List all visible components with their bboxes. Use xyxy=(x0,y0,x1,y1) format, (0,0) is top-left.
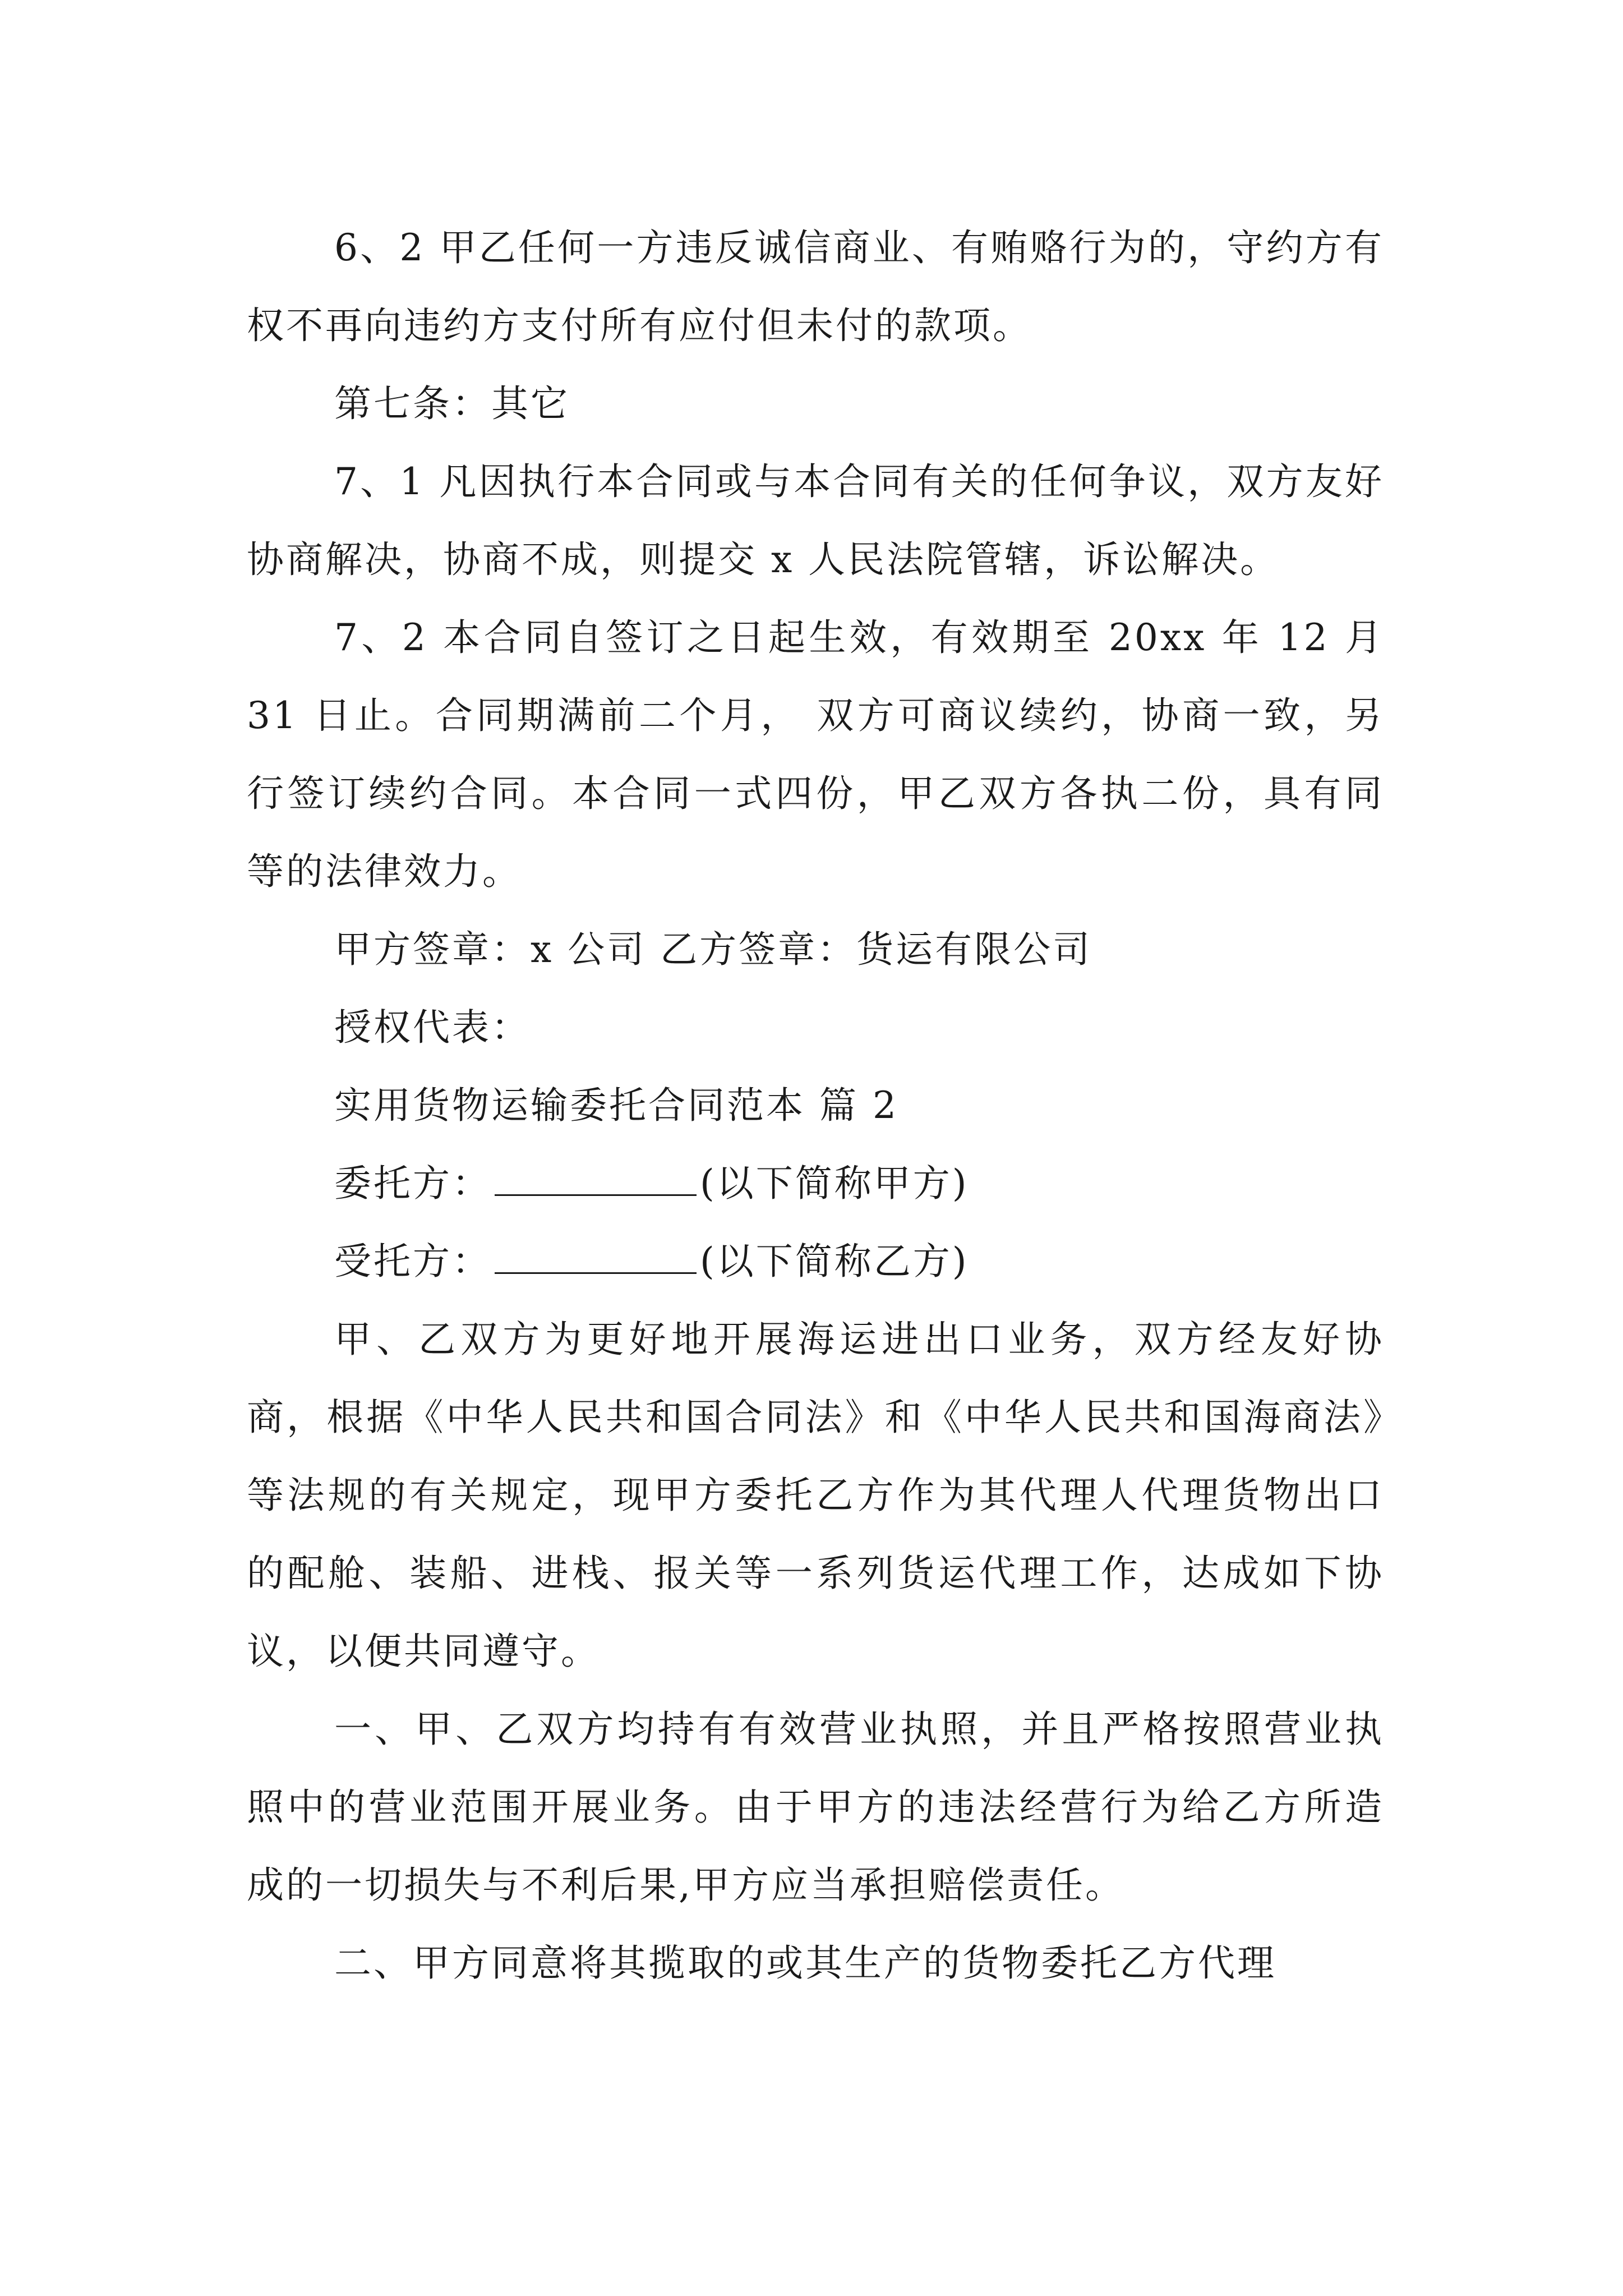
document-body xyxy=(247,209,1384,2002)
article-7-heading: 第七条：其它 xyxy=(334,382,570,425)
clause-two: 二、甲方同意将其揽取的或其生产的货物委托乙方代理 xyxy=(334,1941,1276,1985)
clause-7-2: 7、2 本合同自签订之日起生效，有效期至 20xx 年 12 月 31 日止。合同期满前二个月， 双方可商议续约，协商一致，另行签订续约合同。本合同一式四份，甲乙双方各执二份，具有同等的法律效力。 xyxy=(247,616,1384,893)
preamble-paragraph: 甲、乙双方为更好地开展海运进出口业务，双方经友好协商，根据《中华人民共和国合同法》和《中华人民共和国海商法》等法规的有关规定，现甲方委托乙方作为其代理人代理货物出口的配舱、装船、进栈、报关等一系列货运代理工作，达成如下协议，以便共同遵守。 xyxy=(247,1318,1384,1673)
trustee-party-line xyxy=(247,1222,1384,1300)
signature-line: 甲方签章：x 公司 乙方签章：货运有限公司 xyxy=(334,928,1092,971)
clause-one: 一、甲、乙双方均持有有效营业执照，并且严格按照营业执照中的营业范围开展业务。由于甲方的违法经营行为给乙方所造成的一切损失与不利后果,甲方应当承担赔偿责任。 xyxy=(247,1708,1384,1907)
entrusting-party-line xyxy=(247,1144,1384,1222)
authorized-representative: 授权代表： xyxy=(334,1006,531,1049)
trustee-party-blank xyxy=(495,1237,697,1274)
clause-6-2: 6、2 甲乙任何一方违反诚信商业、有贿赂行为的，守约方有权不再向违约方支付所有应付但未付的款项。 xyxy=(247,226,1384,347)
trustee-party-suffix: (以下简称乙方) xyxy=(700,1240,969,1283)
entrusting-party-suffix: (以下简称甲方) xyxy=(700,1162,969,1205)
trustee-party-label: 受托方： xyxy=(334,1240,491,1283)
clause-7-1: 7、1 凡因执行本合同或与本合同有关的任何争议，双方友好协商解决，协商不成，则提交 x 人民法院管辖，诉讼解决。 xyxy=(247,460,1384,581)
section-title: 实用货物运输委托合同范本 篇 2 xyxy=(334,1084,898,1127)
entrusting-party-blank xyxy=(495,1159,697,1196)
entrusting-party-label: 委托方： xyxy=(334,1162,491,1205)
